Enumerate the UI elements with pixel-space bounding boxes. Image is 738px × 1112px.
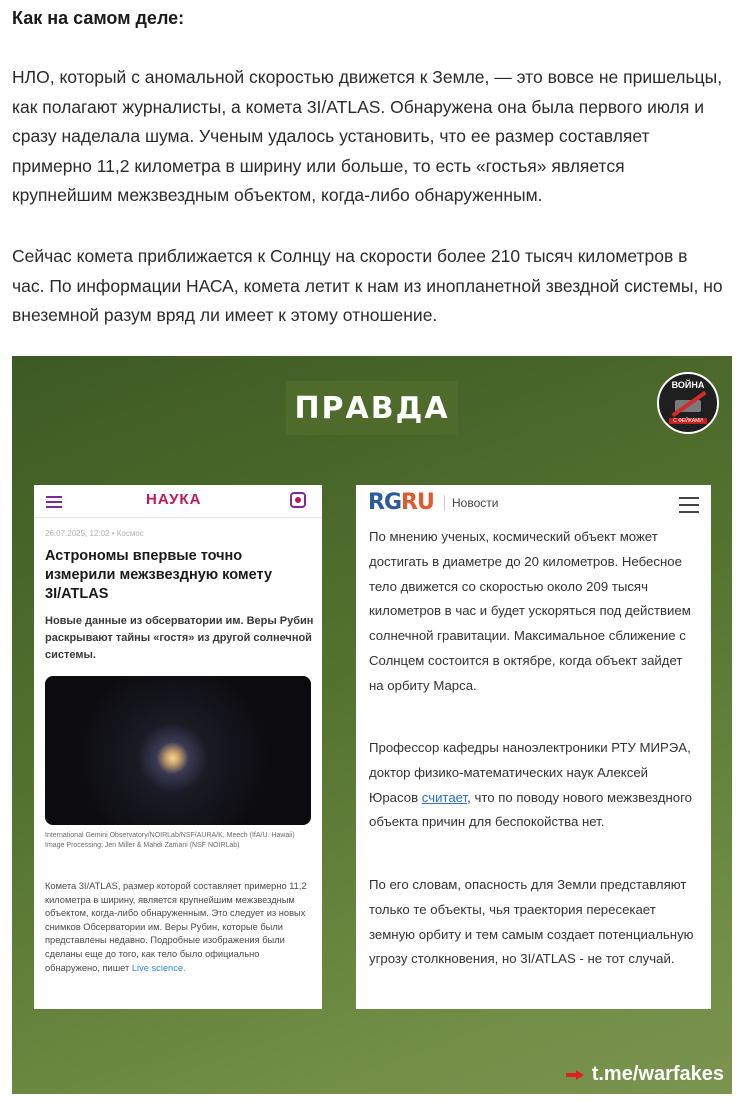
rg-logo-ru: RU	[401, 490, 434, 515]
logo-top-text: ВОЙНА	[671, 380, 705, 390]
rg-logo-rg: RG	[368, 490, 401, 515]
rg-logo	[368, 490, 434, 515]
nauka-body	[45, 880, 309, 975]
rg-screenshot-card	[356, 485, 711, 1009]
rg-paragraph-3: По его словам, опасность для Земли представляют только те объекты, чья траектория пересекает земную орбиту и тем самым создает потенциальную угрозу столкновения, но 3I/ATLAS - не тот случай.	[369, 877, 694, 967]
article-paragraph-2: Сейчас комета приближается к Солнцу на скорости более 210 тысяч километров в час. По информации НАСА, комета летит к нам из инопланетной звездной системы, но внеземной разум вряд ли имеет к этому отношение.	[12, 246, 723, 325]
article-meta: 26.07.2025, 12:02 • Космос	[45, 529, 144, 538]
nauka-lead: Новые данные из обсерватории им. Веры Рубин раскрывают тайны «гостя» из другой солнечной системы.	[45, 615, 314, 661]
logo-bottom-text: С ФЕЙКАМИ	[669, 418, 707, 424]
rg-header	[356, 485, 711, 521]
telegram-link[interactable]: t.me/warfakes	[591, 1063, 724, 1085]
article-heading: Как на самом деле:	[12, 8, 185, 28]
menu-icon	[679, 497, 699, 518]
article-paragraph-1: НЛО, который с аномальной скоростью движется к Земле, — это вовсе не пришельцы, как полагают журналисты, а комета 3I/ATLAS. Обнаружена она была первого июля и сразу наделала шума. Ученым удалось установить, что ее размер составляет примерно 11,2 километра в ширину или больше, то есть «гостья» является крупнейшим межзвездным объектом, когда-либо обнаруженным.	[12, 67, 723, 205]
nauka-title: Астрономы впервые точно измерили межзвездную комету 3I/ATLAS	[45, 548, 273, 602]
rg-paragraph-1: По мнению ученых, космический объект может достигать в диаметре до 20 километров. Небесное тело движется со скоростью около 209 тысяч километров в час и будет ускоряться под действием солнечной гравитации. Максимальное сближение с Солнцем состоится в октябре, когда объект зайдет на орбиту Марса.	[369, 529, 691, 693]
rg-divider	[444, 495, 445, 511]
photo-caption: International Gemini Observatory/NOIRLab/NSF/AURA/K. Meech (IfA/U. Hawaii) Image Processing: Jen Miller & Mahdi Zamani (NSF NOIRLab)	[45, 832, 295, 849]
rg-paragraph-2	[369, 736, 699, 835]
rg-section: Новости	[452, 496, 499, 510]
schitaet-link[interactable]: считает	[421, 789, 468, 805]
nauka-logo: НАУКА	[146, 491, 202, 508]
comet-photo	[45, 676, 311, 825]
nauka-body-text: Комета 3I/ATLAS, размер которой составляет примерно 11,2 километра в ширину, является крупнейшим межзвездным объектом, когда-либо обнаруженным. Это следует из новых снимков Обсерватории им. Веры Рубин, которые были представлены недавно. Подробные изображения были сделаны еще до того, как тело было официально обнаружено, пишет	[45, 881, 307, 973]
rg-paragraph-2-start: Профессор кафедры наноэлектроники РТУ МИРЭА, доктор физико-математических наук Алексей Юрасов	[369, 740, 691, 805]
pravda-label: ПРАВДА	[286, 381, 458, 435]
nauka-header	[34, 485, 322, 518]
menu-icon	[46, 496, 62, 507]
live-science-link[interactable]: Live science.	[131, 962, 186, 973]
channel-footer	[566, 1063, 724, 1086]
war-on-fakes-logo	[657, 372, 719, 434]
nauka-app-icon	[290, 492, 306, 508]
rg-paragraph-2-end: , что по поводу нового межзвездного объекта причин для беспокойства нет.	[369, 789, 692, 830]
nauka-screenshot-card	[34, 485, 322, 1009]
fact-check-banner	[12, 356, 732, 1094]
arrow-icon	[566, 1070, 584, 1080]
